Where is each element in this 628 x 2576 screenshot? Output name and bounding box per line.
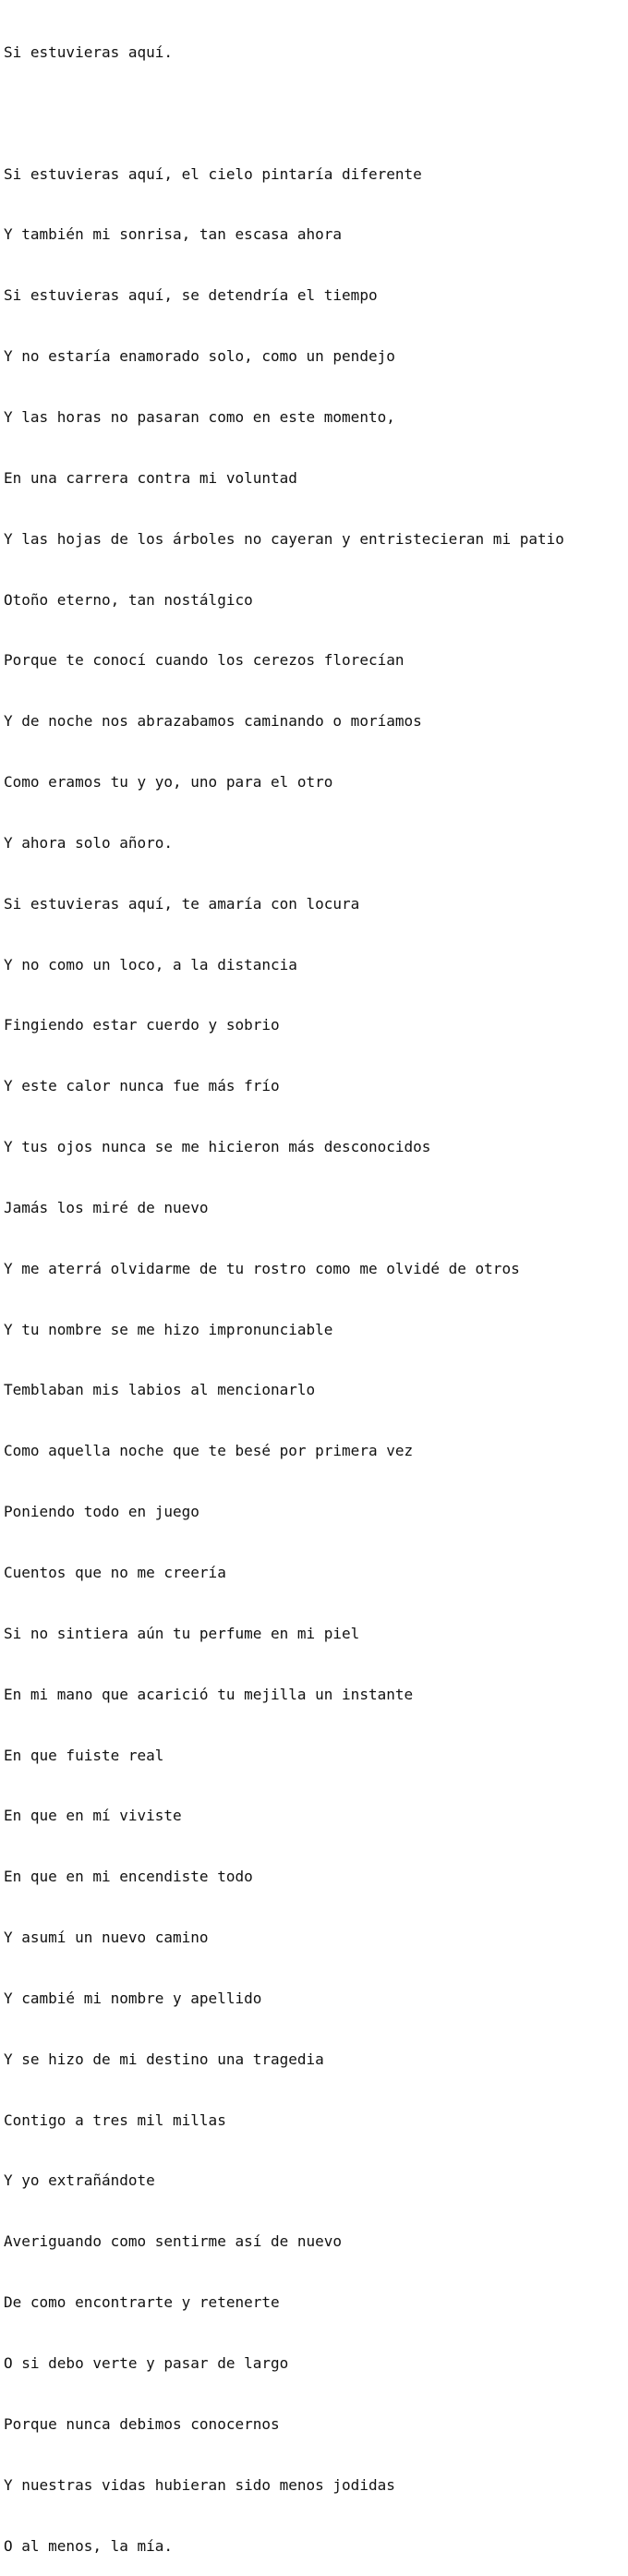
poem-line: Y las horas no pasaran como en este momento, <box>4 407 395 426</box>
poem-line: Y asumí un nuevo camino <box>4 1929 209 1947</box>
poem-line: Y nuestras vidas hubieran sido menos jodidas <box>4 2475 395 2494</box>
poem-line: Y de noche nos abrazabamos caminando o moríamos <box>4 712 422 731</box>
poem-line: Y se hizo de mi destino una tragedia <box>4 2050 324 2068</box>
poem-line: Averiguando como sentirme así de nuevo <box>4 2232 343 2251</box>
poem-line: Fingiendo estar cuerdo y sobrio <box>4 1016 280 1034</box>
poem-line: Temblaban mis labios al mencionarlo <box>4 1381 316 1399</box>
poem-line: Y yo extrañándote <box>4 2171 155 2190</box>
poem-line: O si debo verte y pasar de largo <box>4 2353 289 2372</box>
poem-line: Y tus ojos nunca se me hicieron más desconocidos <box>4 1138 431 1156</box>
poem-line: Como eramos tu y yo, uno para el otro <box>4 773 333 792</box>
poem-line: Jamás los miré de nuevo <box>4 1198 209 1216</box>
blank-line <box>4 103 628 124</box>
poem-line: Y cambié mi nombre y apellido <box>4 1989 262 2007</box>
poem-line: Porque nunca debimos conocernos <box>4 2414 280 2433</box>
poem-line: Si no sintiera aún tu perfume en mi piel <box>4 1624 360 1642</box>
poem-line: Y las hojas de los árboles no cayeran y entristecieran mi patio <box>4 529 564 548</box>
poem-line: Y no estaría enamorado solo, como un pendejo <box>4 347 395 366</box>
poem-title: Si estuvieras aquí. <box>4 42 174 61</box>
poem-line: O al menos, la mía. <box>4 2536 174 2555</box>
poem-line: Y también mi sonrisa, tan escasa ahora <box>4 225 343 244</box>
poem-line: En mi mano que acarició tu mejilla un instante <box>4 1685 414 1703</box>
poem-line: En que en mi encendiste todo <box>4 1868 253 1886</box>
poem-line: Y este calor nunca fue más frío <box>4 1077 280 1095</box>
poem-line: Y me aterrá olvidarme de tu rostro como me olvidé de otros <box>4 1259 520 1277</box>
poem-line: De como encontrarte y retenerte <box>4 2293 280 2312</box>
poem-line: Porque te conocí cuando los cerezos florecían <box>4 651 405 670</box>
poem-line: Poniendo todo en juego <box>4 1503 199 1521</box>
poem-line: Y ahora solo añoro. <box>4 833 174 852</box>
poem-line: Si estuvieras aquí, se detendría el tiempo <box>4 286 378 305</box>
poem-line: Si estuvieras aquí, te amaría con locura <box>4 894 360 913</box>
poem-line: Cuentos que no me creería <box>4 1564 226 1581</box>
poem-line: En una carrera contra mi voluntad <box>4 468 297 487</box>
poem-line: Otoño eterno, tan nostálgico <box>4 590 253 609</box>
poem-line: En que fuiste real <box>4 1746 164 1764</box>
poem-line: Contigo a tres mil millas <box>4 2110 226 2129</box>
poem-line: Como aquella noche que te besé por primera vez <box>4 1442 414 1460</box>
poem-line: Si estuvieras aquí, el cielo pintaría diferente <box>4 164 422 183</box>
poem-line: Y no como un loco, a la distancia <box>4 955 297 974</box>
poem-line: En que en mí viviste <box>4 1807 182 1825</box>
poem-line: Y tu nombre se me hizo impronunciable <box>4 1320 333 1338</box>
